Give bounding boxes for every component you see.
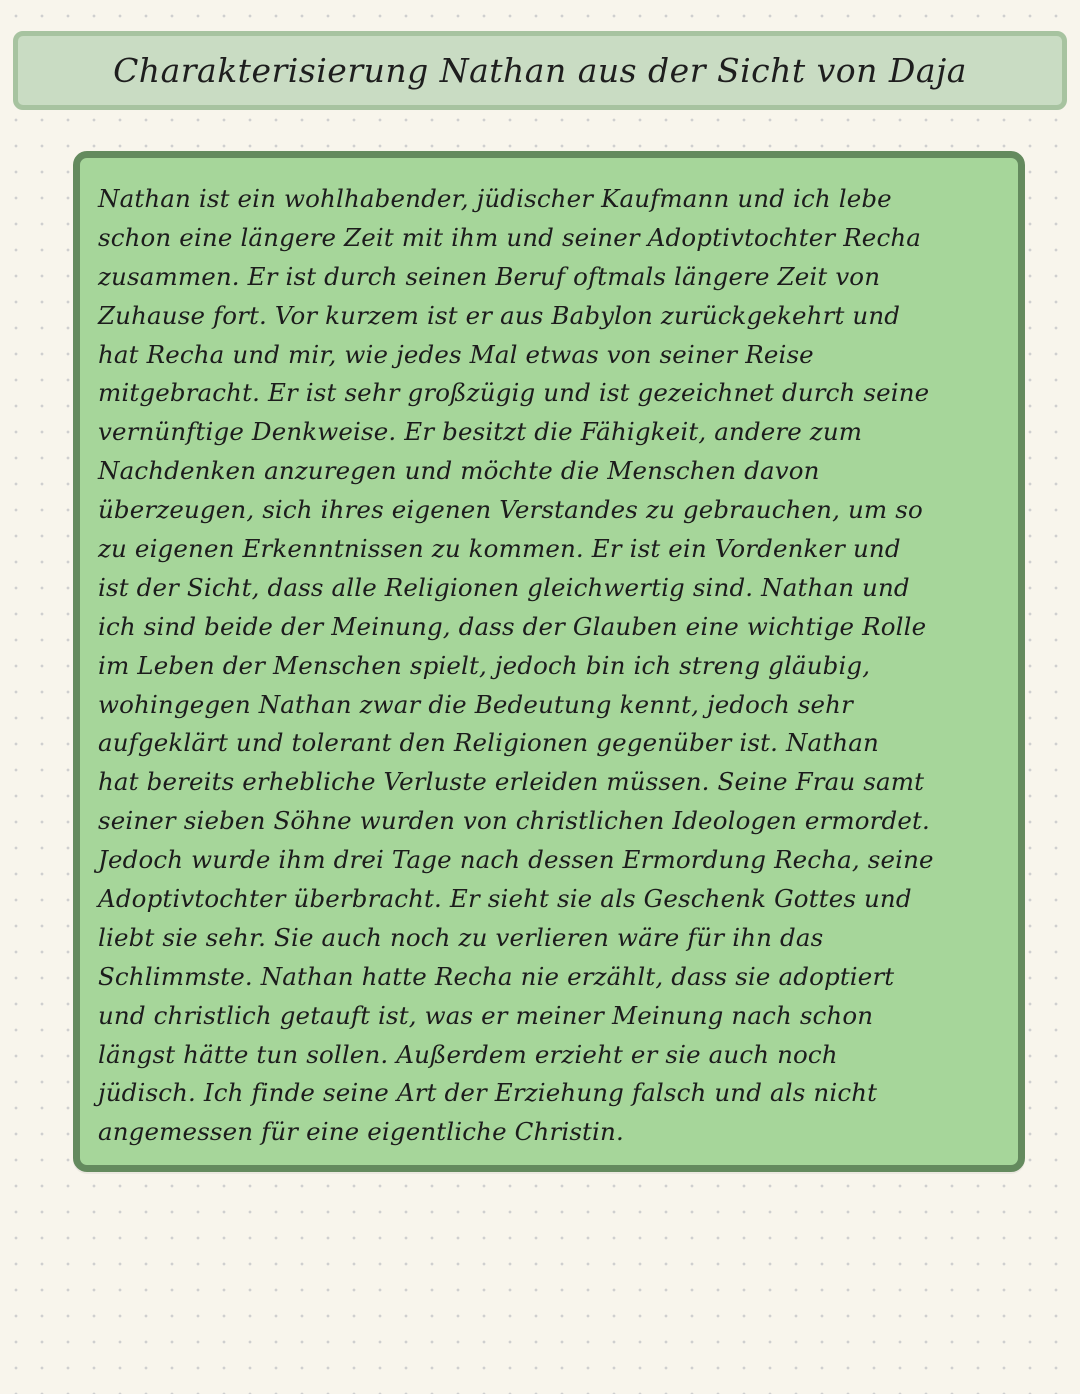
- text-line: und christlich getauft ist, was er meiner Meinung nach schon: [98, 1000, 874, 1030]
- text-line: längst hätte tun sollen. Außerdem erzieht er sie auch noch: [98, 1039, 838, 1069]
- text-line: mitgebracht. Er ist sehr großzügig und ist gezeichnet durch seine: [98, 378, 930, 408]
- text-line: hat bereits erhebliche Verluste erleiden müssen. Seine Frau samt: [98, 767, 925, 797]
- text-line: angemessen für eine eigentliche Christin.: [98, 1117, 624, 1147]
- text-line: jüdisch. Ich finde seine Art der Erziehung falsch und als nicht: [98, 1078, 878, 1108]
- characterization-text-box: [73, 151, 1025, 1172]
- text-line: Nachdenken anzuregen und möchte die Menschen davon: [98, 456, 820, 486]
- text-line: vernünftige Denkweise. Er besitzt die Fähigkeit, andere zum: [98, 417, 863, 447]
- text-line: Schlimmste. Nathan hatte Recha nie erzählt, dass sie adoptiert: [98, 961, 895, 991]
- text-line: zu eigenen Erkenntnissen zu kommen. Er ist ein Vordenker und: [98, 534, 901, 564]
- text-line: hat Recha und mir, wie jedes Mal etwas von seiner Reise: [98, 339, 814, 369]
- text-line: aufgeklärt und tolerant den Religionen gegenüber ist. Nathan: [98, 728, 879, 758]
- text-line: Jedoch wurde ihm drei Tage nach dessen Ermordung Recha, seine: [98, 845, 934, 875]
- text-line: wohingegen Nathan zwar die Bedeutung kennt, jedoch sehr: [98, 689, 853, 719]
- text-line: Nathan ist ein wohlhabender, jüdischer Kaufmann und ich lebe: [98, 184, 892, 213]
- text-lines: [98, 180, 1008, 1152]
- text-line: ich sind beide der Meinung, dass der Glauben eine wichtige Rolle: [98, 611, 927, 641]
- text-line: ist der Sicht, dass alle Religionen gleichwertig sind. Nathan und: [98, 572, 910, 602]
- text-line: im Leben der Menschen spielt, jedoch bin ich streng gläubig,: [98, 650, 871, 680]
- text-line: zusammen. Er ist durch seinen Beruf oftmals längere Zeit von: [98, 261, 881, 291]
- text-line: schon eine längere Zeit mit ihm und seiner Adoptivtochter Recha: [98, 222, 922, 252]
- text-line: Adoptivtochter überbracht. Er sieht sie als Geschenk Gottes und: [98, 884, 912, 914]
- page-title: Charakterisierung Nathan aus der Sicht von Daja: [113, 51, 967, 90]
- title-banner: [13, 31, 1067, 110]
- text-line: Zuhause fort. Vor kurzem ist er aus Babylon zurückgekehrt und: [98, 300, 901, 330]
- text-line: überzeugen, sich ihres eigenen Verstandes zu gebrauchen, um so: [98, 495, 923, 525]
- text-line: seiner sieben Söhne wurden von christlichen Ideologen ermordet.: [98, 806, 930, 836]
- text-line: liebt sie sehr. Sie auch noch zu verlieren wäre für ihn das: [98, 922, 824, 952]
